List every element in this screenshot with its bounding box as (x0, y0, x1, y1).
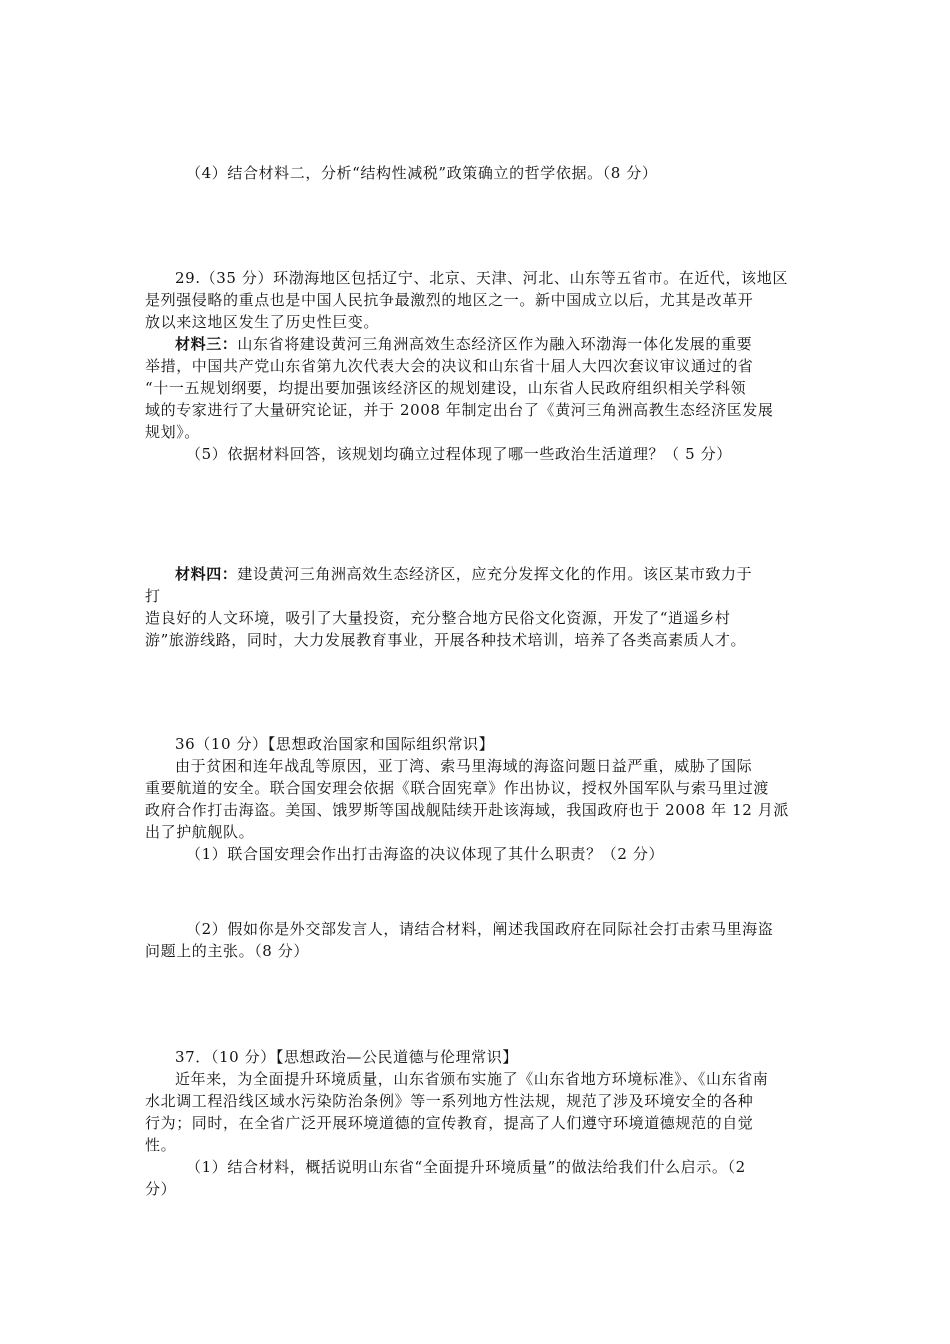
material-4-first-line (175, 563, 752, 585)
q36-header: 36（10 分）【思想政治国家和国际组织常识】 (175, 735, 495, 753)
material-3-line-5: 规划》。 (145, 423, 200, 441)
q36-question-2-line-1: （2）假如你是外交部发言人，请结合材料，阐述我国政府在同际社会打击索马里海盗 (186, 920, 774, 938)
q37-line-3: 行为；同时，在全省广泛开展环境道德的宣传教育，提高了人们遵守环境道德规范的自觉 (145, 1114, 754, 1132)
material-4-line-4: 游”旅游线路，同时，大力发展教育事业，开展各种技术培训，培养了各类高素质人才。 (145, 631, 747, 649)
q36-line-1: 由于贫困和连年战乱等原因，亚丁湾、索马里海域的海盗问题日益严重，威胁了国际 (175, 757, 753, 775)
material-3-label: 材料三： (175, 335, 238, 353)
q36-question-1: （1）联合国安理会作出打击海盗的决议体现了其什么职责？（2 分） (186, 845, 665, 863)
material-3-line-2: 举措，中国共产党山东省第九次代表大会的决议和山东省十届人大四次套议审议通过的省 (145, 357, 754, 375)
q37-line-2: 水北调工程沿线区域水污染防治条例》等一系列地方性法规，规范了涉及环境安全的各种 (145, 1092, 754, 1110)
question-5: （5）依据材料回答，该规划均确立过程体现了哪一些政治生活道理？（ 5 分） (186, 445, 732, 463)
q37-question-1-line-2: 分） (145, 1180, 177, 1198)
question-4: （4）结合材料二，分析“结构性减税”政策确立的哲学依据。（8 分） (186, 164, 658, 182)
material-4-label: 材料四： (175, 565, 238, 583)
q29-line-2: 是列强侵略的重点也是中国人民抗争最激烈的地区之一。新中国成立以后，尤其是改革开 (145, 291, 754, 309)
material-4-first-text: 建设黄河三角洲高效生态经济区，应充分发挥文化的作用。该区某市致力于 (237, 565, 753, 583)
q36-line-2: 重要航道的安全。联合国安理会依据《联合固宪章》作出协议，授权外国军队与索马里过渡 (145, 779, 770, 797)
material-3-first-text: 山东省将建设黄河三角洲高效生态经济区作为融入环渤海一体化发展的重要 (237, 335, 753, 353)
material-3-line-4: 域的专家进行了大量研究论证，并于 2008 年制定出台了《黄河三角洲高教生态经济匡发展 (145, 401, 774, 419)
q36-line-3: 政府合作打击海盗。美国、饿罗斯等国战舰陆续开赴该海域，我国政府也于 2008 年 12 月派 (145, 801, 789, 819)
material-4-line-2: 打 (145, 587, 161, 605)
material-3-line-3: “十一五规划纲要，均提出要加强该经济区的规划建设，山东省人民政府组织相关学科领 (145, 379, 747, 397)
q37-line-4: 性。 (145, 1136, 177, 1154)
q37-line-1: 近年来，为全面提升环境质量，山东省颁布实施了《山东省地方环境标准》、《山东省南 (175, 1070, 769, 1088)
q36-question-2-line-2: 问题上的主张。（8 分） (145, 942, 310, 960)
q29-line-3: 放以来这地区发生了历史性巨变。 (145, 313, 380, 331)
q29-line-1: 29.（35 分）环渤海地区包括辽宁、北京、天津、河北、山东等五省市。在近代，该地区 (175, 269, 788, 287)
material-3-first-line (175, 333, 752, 355)
q36-line-4: 出了护航舰队。 (145, 823, 255, 841)
q37-question-1-line-1: （1）结合材料，概括说明山东省“全面提升环境质量”的做法给我们什么启示。（2 (186, 1158, 746, 1176)
material-4-line-3: 造良好的人文环境，吸引了大量投资，充分整合地方民俗文化资源，开发了“逍遥乡村 (145, 609, 731, 627)
q37-header: 37．（10 分）【思想政治—公民道德与伦理常识】 (175, 1048, 518, 1066)
